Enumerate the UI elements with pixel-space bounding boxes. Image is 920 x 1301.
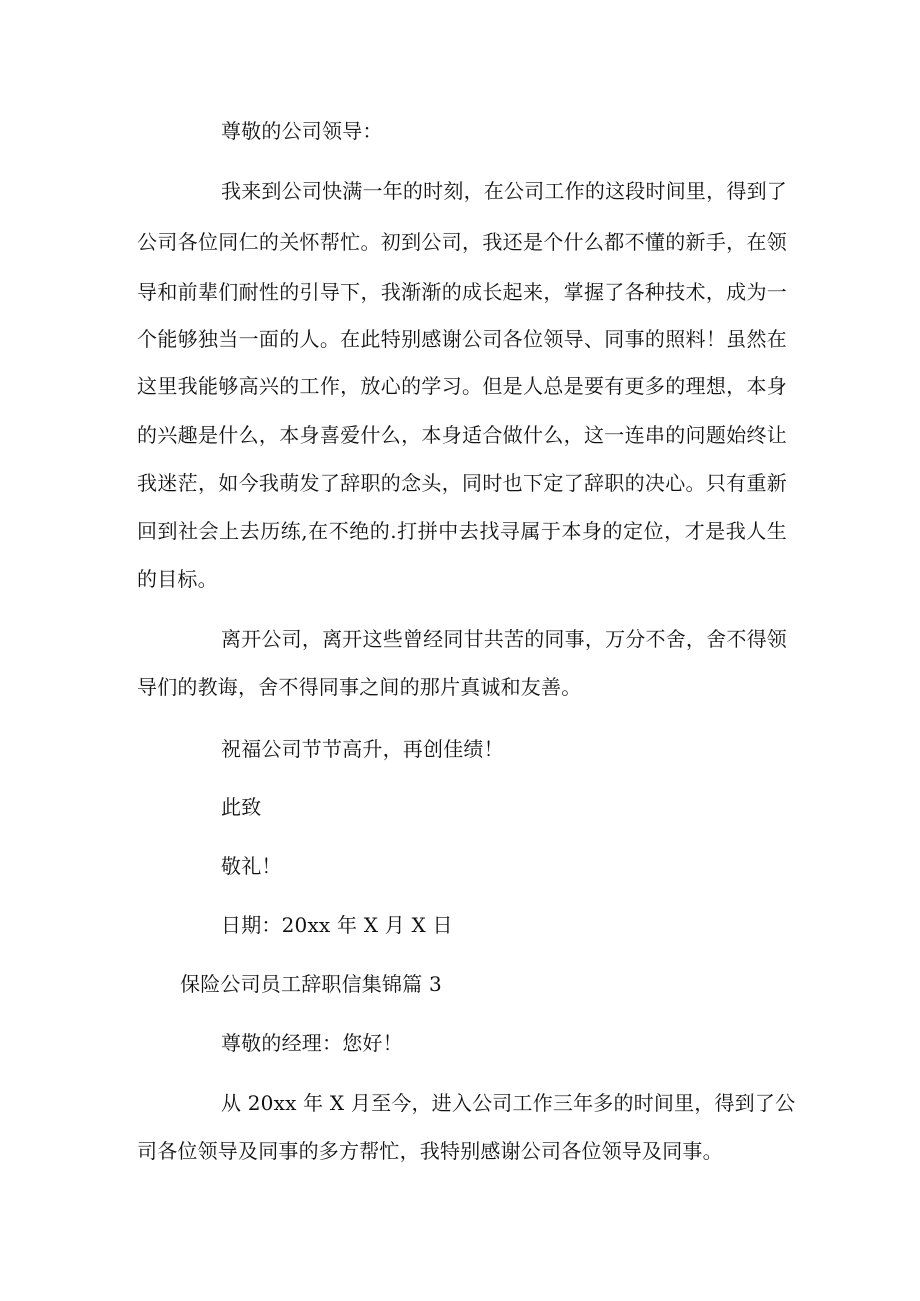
letter1-para1-line: 的目标。	[137, 567, 218, 591]
letter2-para1-line: 司各位领导及同事的多方帮忙，我特别感谢公司各位领导及同事。	[137, 1139, 723, 1163]
letter1-para1-line: 导和前辈们耐性的引导下，我渐渐的成长起来，掌握了各种技术，成为一	[137, 280, 787, 304]
letter1-wish: 祝福公司节节高升，再创佳绩！	[221, 737, 504, 761]
letter1-closing-jingli: 敬礼！	[221, 854, 282, 878]
letter1-para1-line: 回到社会上去历练,在不绝的.打拼中去找寻属于本身的定位，才是我人生	[137, 519, 787, 543]
letter1-para1-line: 公司各位同仁的关怀帮忙。初到公司，我还是个什么都不懂的新手，在领	[137, 230, 787, 254]
section-title: 保险公司员工辞职信集锦篇 3	[180, 972, 442, 996]
letter2-salutation: 尊敬的经理：您好！	[221, 1031, 403, 1055]
letter1-salutation: 尊敬的公司领导：	[221, 119, 383, 143]
letter1-para1-line: 这里我能够高兴的工作，放心的学习。但是人总是要有更多的理想，本身	[137, 374, 787, 398]
letter1-para1-line: 的兴趣是什么，本身喜爱什么，本身适合做什么，这一连串的问题始终让	[137, 423, 787, 447]
letter1-para1-line: 我迷茫，如今我萌发了辞职的念头，同时也下定了辞职的决心。只有重新	[137, 471, 787, 495]
letter1-para2-line: 导们的教诲，舍不得同事之间的那片真诚和友善。	[137, 675, 582, 699]
letter1-para1-line: 我来到公司快满一年的时刻，在公司工作的这段时间里，得到了	[221, 179, 787, 203]
letter1-para1-line: 个能够独当一面的人。在此特别感谢公司各位领导、同事的照料！虽然在	[137, 327, 787, 351]
letter1-date: 日期：20xx 年 X 月 X 日	[221, 913, 453, 937]
letter1-para2-line: 离开公司，离开这些曾经同甘共苦的同事，万分不舍，舍不得领	[221, 627, 787, 651]
letter1-closing-cizhi: 此致	[221, 795, 262, 819]
letter2-para1-line: 从 20xx 年 X 月至今，进入公司工作三年多的时间里，得到了公	[221, 1091, 796, 1115]
